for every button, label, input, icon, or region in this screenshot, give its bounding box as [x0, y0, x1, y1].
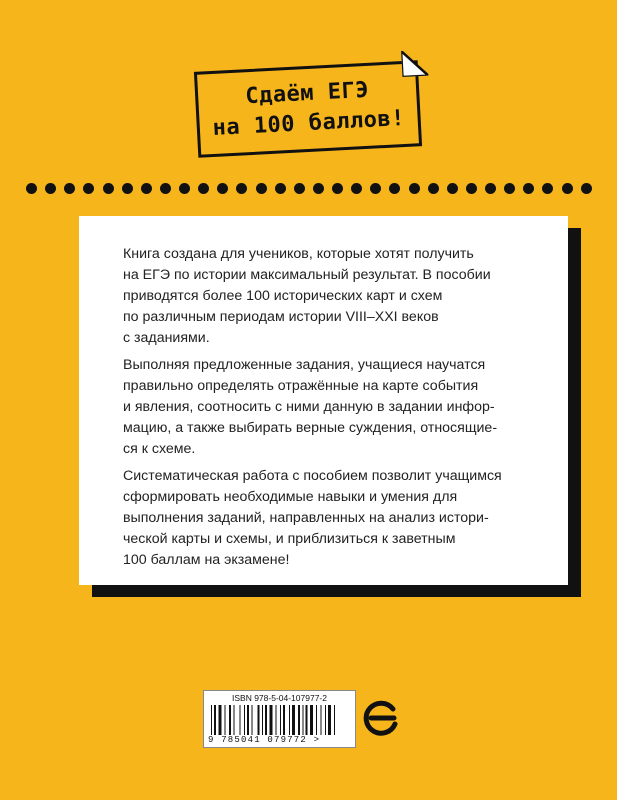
barcode-bar [244, 705, 245, 737]
text-line: Книга создана для учеников, которые хотят получить [123, 246, 474, 262]
divider-dot [351, 183, 362, 194]
barcode-bar [219, 705, 222, 737]
barcode-bar [283, 705, 285, 737]
barcode-bar [303, 705, 304, 737]
divider-dot [26, 183, 37, 194]
barcode-bar [321, 705, 322, 737]
divider-dot [542, 183, 553, 194]
divider-dot [409, 183, 420, 194]
barcode-bar [292, 705, 295, 737]
divider-dot [562, 183, 573, 194]
description-card [79, 216, 568, 585]
barcode-bar [298, 705, 300, 737]
divider-dot [504, 183, 515, 194]
text-line: мацию, а также выбирать верные суждения, относящие- [123, 420, 498, 436]
text-line: 100 баллам на экзамене! [123, 552, 290, 568]
text-line: ся к схеме. [123, 441, 196, 457]
text-line: сформировать необходимые навыки и умения для [123, 489, 458, 505]
paragraph-3 [123, 466, 548, 571]
divider-dot [313, 183, 324, 194]
barcode-digits: 9 785041 079772 > [208, 735, 353, 745]
badge-text [194, 60, 422, 158]
text-line: выполнения заданий, направленных на анализ истори- [123, 510, 489, 526]
divider-dot [198, 183, 209, 194]
barcode-bar [240, 705, 241, 737]
barcode-bar [270, 705, 273, 737]
barcode-bar [276, 705, 277, 737]
barcode-bar [262, 705, 263, 737]
divider-dot [160, 183, 171, 194]
barcode-bar [280, 705, 281, 737]
divider-dot [256, 183, 267, 194]
barcode-bar [265, 705, 267, 737]
text-line: приводятся более 100 исторических карт и схем [123, 288, 443, 304]
barcode-bar [325, 705, 326, 737]
divider-dot [64, 183, 75, 194]
paragraph-2 [123, 355, 548, 460]
paragraph-1 [123, 244, 548, 349]
divider-dot [275, 183, 286, 194]
barcode-bar [316, 705, 317, 737]
divider-dot [179, 183, 190, 194]
barcode-bar [310, 705, 313, 737]
publisher-logo-icon [360, 697, 402, 739]
divider-dot [581, 183, 592, 194]
divider-dot [523, 183, 534, 194]
text-line: Систематическая работа с пособием позволит учащимся [123, 468, 502, 484]
barcode-bar [214, 705, 216, 737]
barcode-bar [306, 705, 308, 737]
text-line: с заданиями. [123, 330, 210, 346]
title-badge [194, 60, 422, 158]
divider-dot [428, 183, 439, 194]
isbn-label: ISBN 978-5-04-107977-2 [232, 693, 327, 703]
divider-dot [45, 183, 56, 194]
text-line: ческой карты и схемы, и приблизиться к заветным [123, 531, 456, 547]
divider-dot [466, 183, 477, 194]
divider-dot [332, 183, 343, 194]
text-line: на ЕГЭ по истории максимальный результат. В пособии [123, 267, 491, 283]
barcode-bar [247, 705, 249, 737]
barcode-bar [211, 705, 212, 737]
barcode-bar [229, 705, 231, 737]
barcode-bar [258, 705, 260, 737]
divider-dot [103, 183, 114, 194]
barcode-bar [225, 705, 226, 737]
text-line: Выполняя предложенные задания, учащиеся научатся [123, 357, 486, 373]
divider-dot [485, 183, 496, 194]
barcode-bar [252, 705, 253, 737]
divider-dot [83, 183, 94, 194]
divider-dot [389, 183, 400, 194]
text-line: и явления, соотносить с ними данную в задании инфор- [123, 399, 495, 415]
text-line: по различным периодам истории VIII–XXI веков [123, 309, 439, 325]
divider-dot [294, 183, 305, 194]
divider-dot [141, 183, 152, 194]
divider-dot [370, 183, 381, 194]
divider-dot [122, 183, 133, 194]
barcode-bar [328, 705, 331, 737]
divider-dot [217, 183, 228, 194]
barcode-bars [211, 705, 349, 737]
divider-dot [236, 183, 247, 194]
badge-line-2: на 100 баллов! [212, 105, 406, 141]
dotted-divider [26, 181, 592, 195]
barcode [203, 690, 356, 748]
text-line: правильно определять отражённые на карте события [123, 378, 479, 394]
barcode-bar [289, 705, 290, 737]
badge-line-1: Сдаём ЕГЭ [244, 77, 370, 110]
barcode-bar [234, 705, 235, 737]
divider-dot [447, 183, 458, 194]
barcode-bar [334, 705, 335, 737]
